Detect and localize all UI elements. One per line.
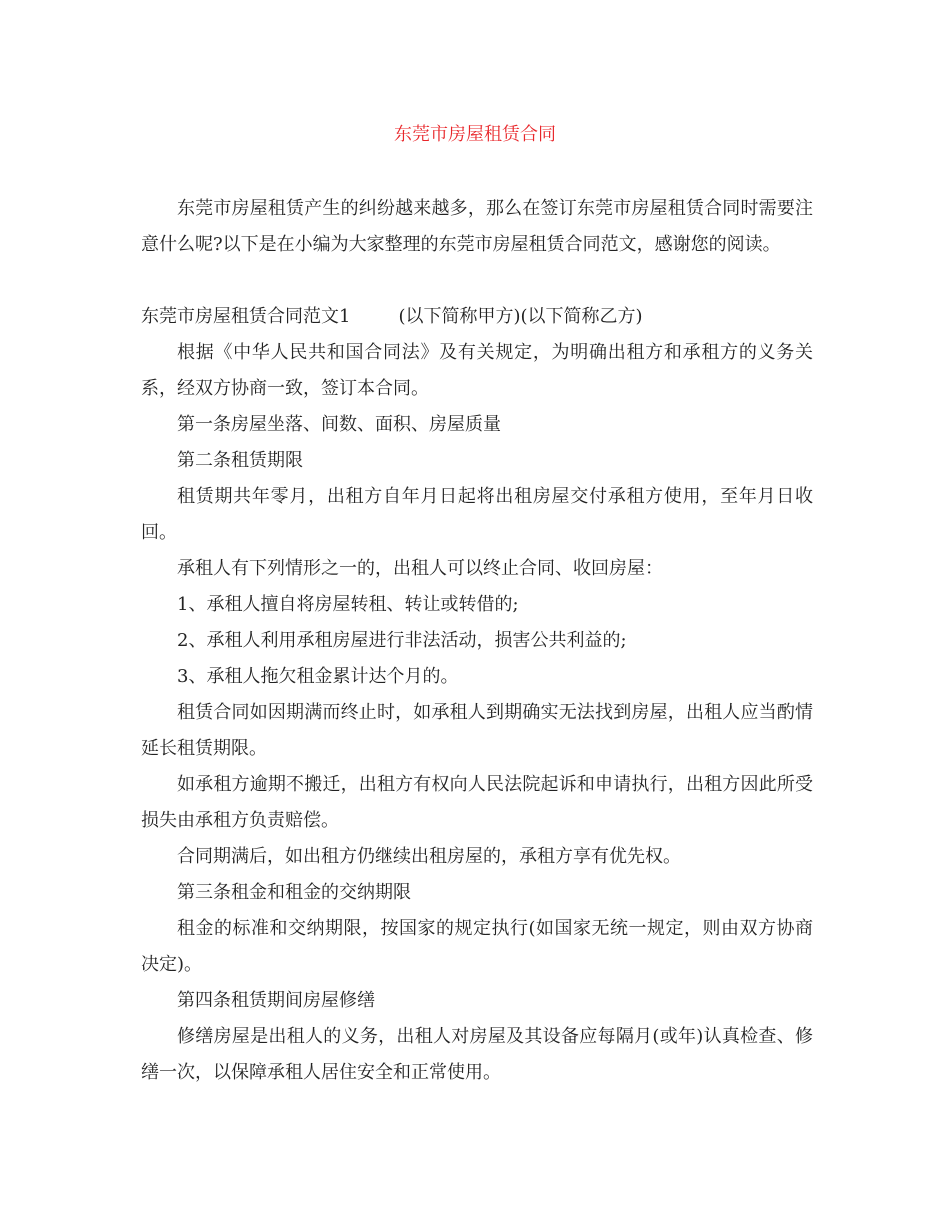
clause-4-heading: 第四条租赁期间房屋修缮: [177, 990, 375, 1011]
paragraph-basis: 根据《中华人民共和国合同法》及有关规定，为明确出租方和承租方的义务关系，经双方协商一致，签订本合同。: [141, 342, 813, 399]
paragraph-priority: 合同期满后，如出租方仍继续出租房屋的，承租方享有优先权。: [177, 846, 681, 867]
paragraph-repairs: 修缮房屋是出租人的义务，出租人对房屋及其设备应每隔月(或年)认真检查、修缮一次，以保障承租人居住安全和正常使用。: [141, 1026, 813, 1083]
parties-note: (以下简称甲方)(以下简称乙方): [398, 306, 643, 327]
list-item-2: 2、承租人利用承租房屋进行非法活动，损害公共利益的;: [177, 630, 627, 651]
clause-3-heading: 第三条租金和租金的交纳期限: [177, 882, 411, 903]
list-item-1: 1、承租人擅自将房屋转租、转让或转借的;: [177, 594, 519, 615]
paragraph-extension: 租赁合同如因期满而终止时，如承租人到期确实无法找到房屋，出租人应当酌情延长租赁期限。: [141, 702, 813, 759]
list-item-3: 3、承租人拖欠租金累计达个月的。: [177, 666, 459, 687]
intro-paragraph: 东莞市房屋租赁产生的纠纷越来越多，那么在签订东莞市房屋租赁合同时需要注意什么呢?以下是在小编为大家整理的东莞市房屋租赁合同范文，感谢您的阅读。: [141, 198, 813, 255]
sample-heading-line: [141, 299, 813, 335]
sample-heading: 东莞市房屋租赁合同范文1: [141, 306, 351, 327]
paragraph-overdue: 如承租方逾期不搬迁，出租方有权向人民法院起诉和申请执行，出租方因此所受损失由承租方负责赔偿。: [141, 774, 813, 831]
clause-1-heading: 第一条房屋坐落、间数、面积、房屋质量: [177, 414, 501, 435]
paragraph-lease-term: 租赁期共年零月，出租方自年月日起将出租房屋交付承租方使用，至年月日收回。: [141, 486, 813, 543]
paragraph-termination-cases: 承租人有下列情形之一的，出租人可以终止合同、收回房屋：: [177, 558, 663, 579]
paragraph-rent-standard: 租金的标准和交纳期限，按国家的规定执行(如国家无统一规定，则由双方协商决定)。: [141, 918, 813, 975]
clause-2-heading: 第二条租赁期限: [177, 450, 303, 471]
document-title: 东莞市房屋租赁合同: [394, 124, 556, 145]
